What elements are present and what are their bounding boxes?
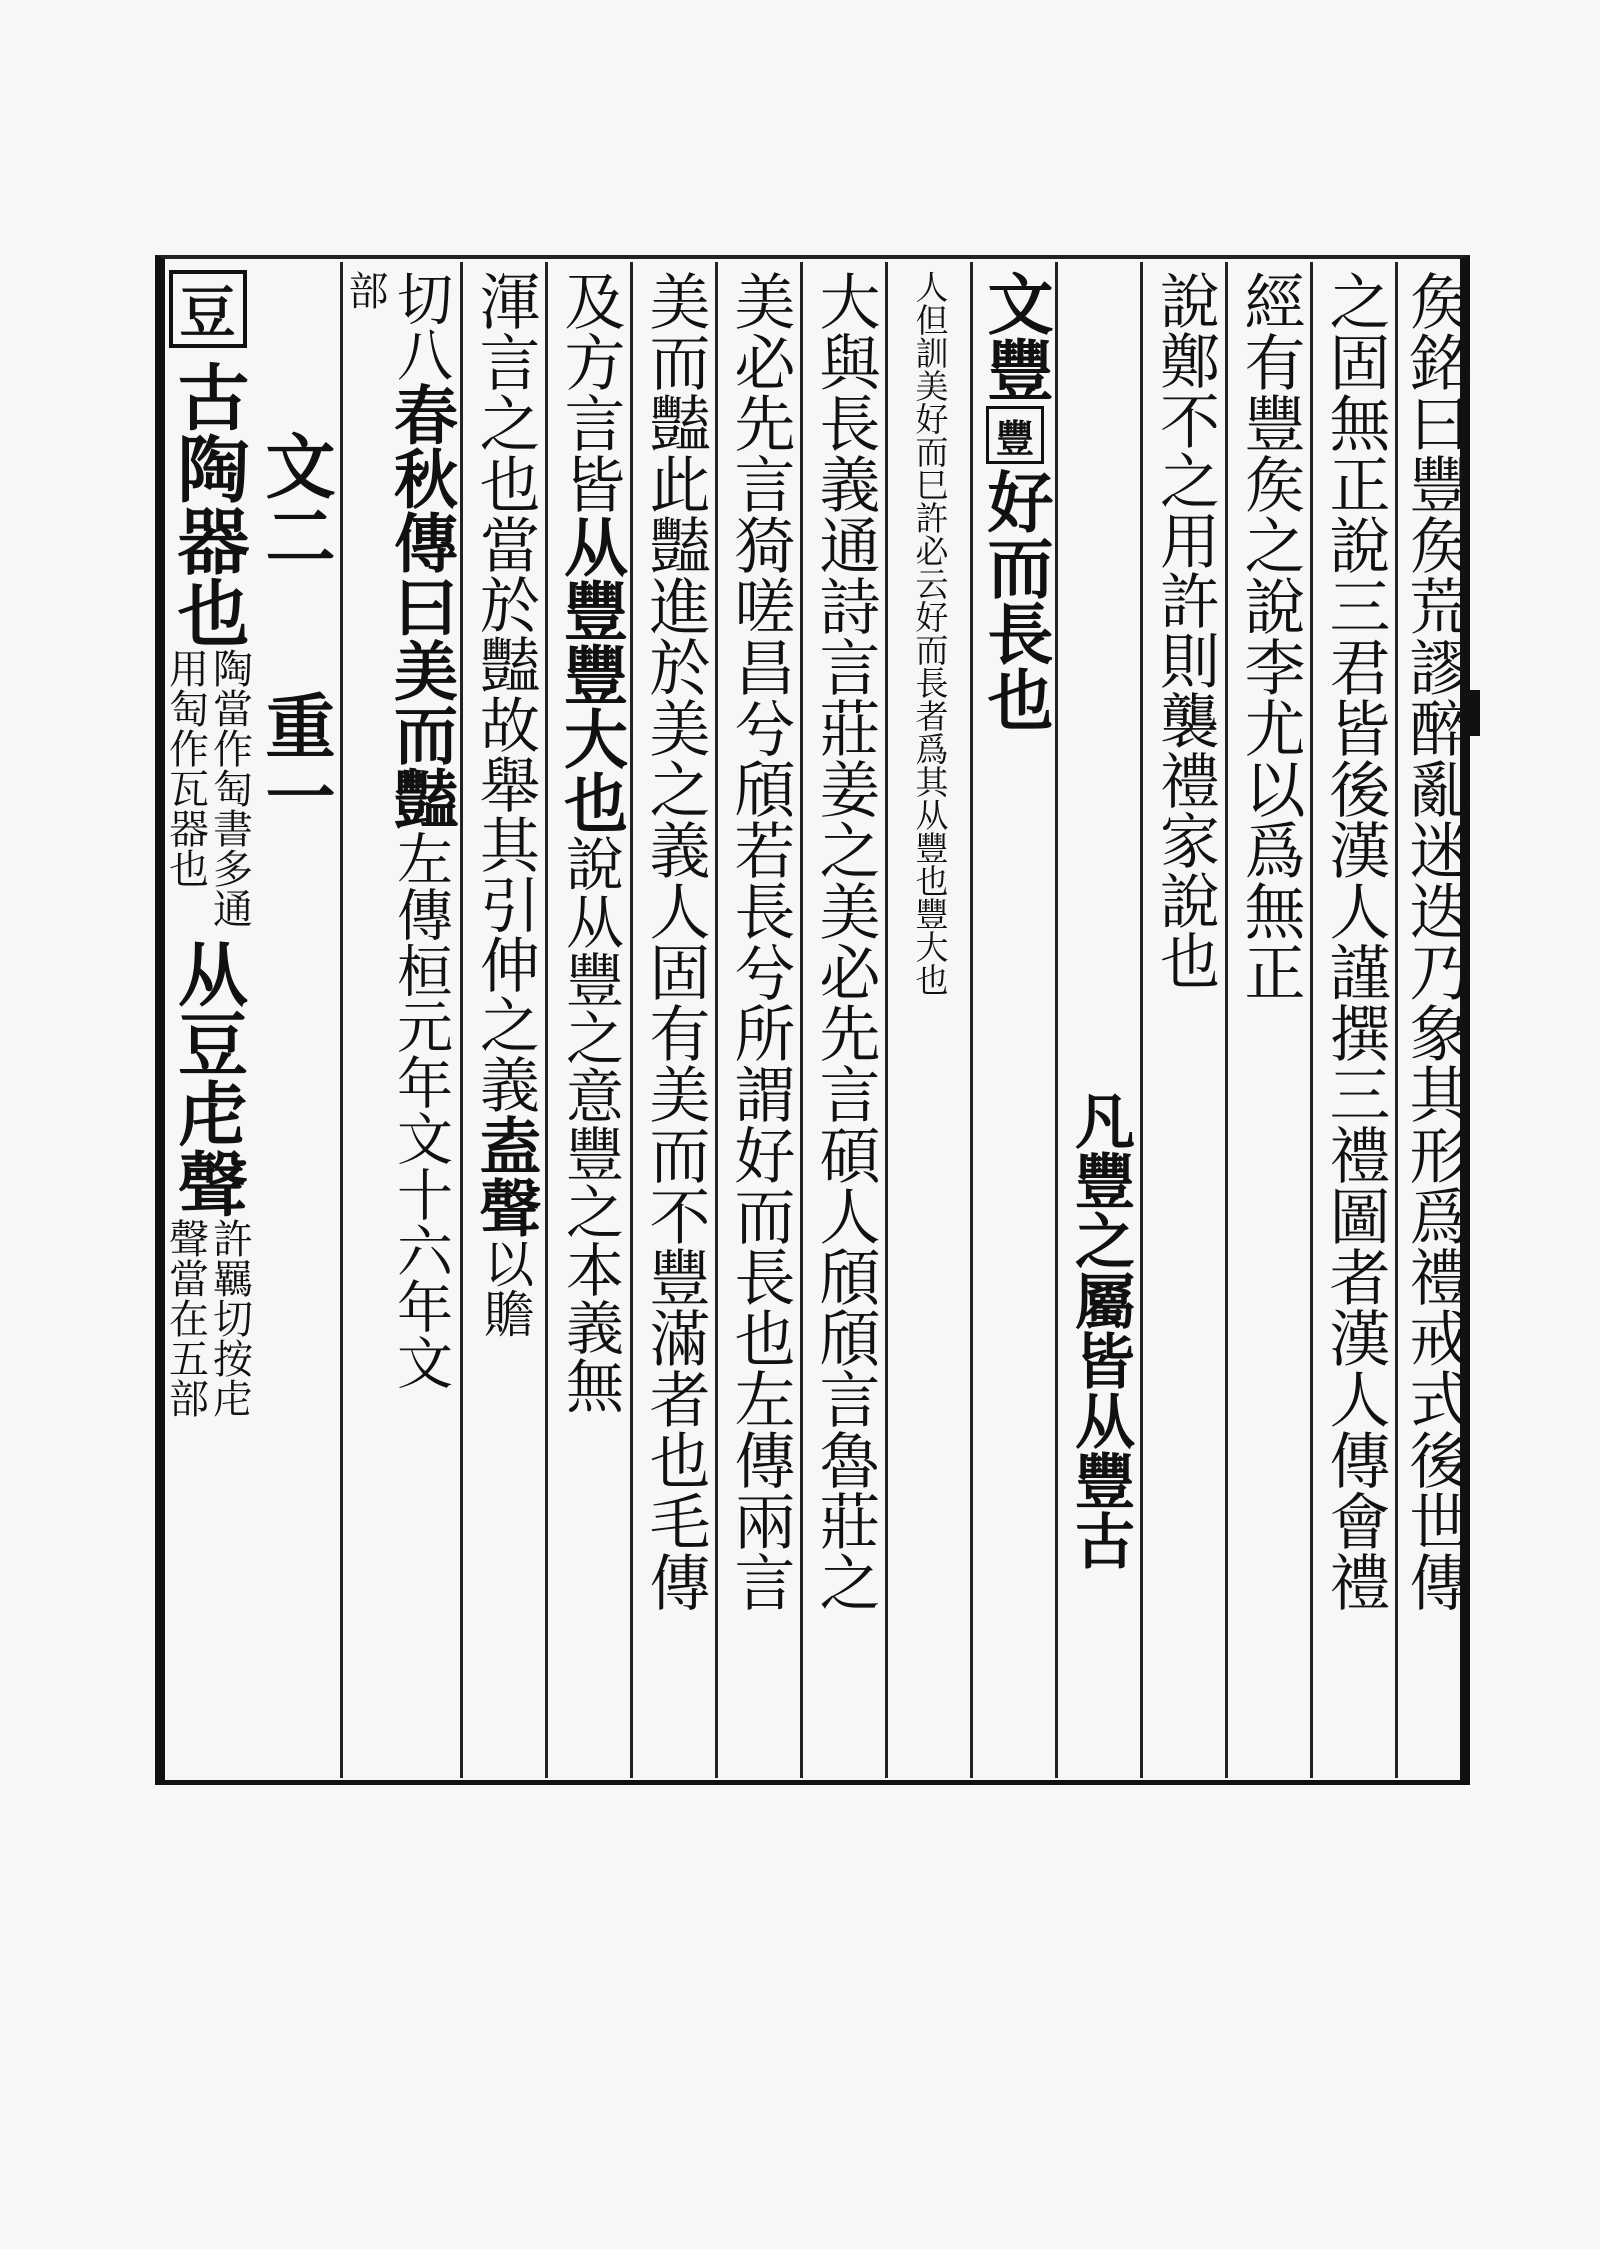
column-rule xyxy=(715,262,718,1778)
column-rule xyxy=(1225,262,1228,1778)
char-count-text: 文二 xyxy=(254,430,337,570)
commentary-text: 用匋作瓦器也 xyxy=(162,648,209,888)
text-column-5 xyxy=(1060,270,1140,1770)
text-column-12 xyxy=(465,270,545,1770)
text-column-8 xyxy=(805,270,885,1770)
commentary-text: 美而豔此豔進於美之義人固有美而不豐滿者也毛傳 xyxy=(639,270,711,1612)
commentary-text: 美必先言猗嗟昌兮頎若長兮所謂好而長也左傳兩言 xyxy=(724,270,796,1612)
column-rule xyxy=(630,262,633,1778)
commentary-text: 之固無正說三君皆後漢人謹撰三禮圖者漢人傳會禮 xyxy=(1319,270,1391,1612)
main-text: 盍聲 xyxy=(469,1114,542,1238)
column-rule xyxy=(800,262,803,1778)
commentary-text: 當於豔故舉其引伸之義 xyxy=(470,514,540,1114)
count-column xyxy=(250,430,340,1930)
column-rule xyxy=(1310,262,1313,1778)
column-rule xyxy=(1055,262,1058,1778)
text-column-3 xyxy=(1230,270,1310,1770)
commentary-text: 經有豐矦之說李尤以爲無正 xyxy=(1234,270,1306,1002)
text-column-7 xyxy=(890,270,970,1770)
commentary-text: 渾言之也 xyxy=(469,270,541,514)
text-column-4 xyxy=(1145,270,1225,1770)
commentary-text: 聲當在五部 xyxy=(162,1218,209,1418)
column-rule xyxy=(885,262,888,1778)
commentary-text: 以贍 xyxy=(476,1238,534,1338)
text-column-14 xyxy=(342,270,388,1770)
column-rule xyxy=(545,262,548,1778)
commentary-text: 陶當作匋書多通 xyxy=(206,648,253,928)
commentary-text: 大與長義通詩言莊姜之美必先言碩人頎頎言魯莊之 xyxy=(809,270,881,1612)
text-column-6 xyxy=(975,270,1055,1770)
main-text: 从豆虍聲 xyxy=(166,938,250,1218)
column-rule xyxy=(1395,262,1398,1778)
text-column-1 xyxy=(1400,270,1470,1770)
commentary-text: 矦銘曰豐矦荒謬醉亂迷迭乃象其形爲禮戒式後世傳 xyxy=(1399,270,1471,1612)
variant-count-text: 重一 xyxy=(254,690,337,830)
main-text: 从豐豐大也 xyxy=(553,514,628,834)
main-text: 古 xyxy=(1065,1510,1135,1570)
main-text: 古陶器也 xyxy=(165,360,251,648)
commentary-pair xyxy=(162,1218,253,1418)
commentary-text: 及方言皆 xyxy=(554,270,626,514)
column-rule xyxy=(340,262,343,1778)
main-text: 好而長也 xyxy=(976,468,1054,732)
commentary-pair xyxy=(162,648,253,928)
commentary-text: 左傳桓元年文十六年文 xyxy=(388,830,453,1390)
column-rule xyxy=(1140,262,1143,1778)
text-column-9 xyxy=(720,270,800,1770)
headword-text: 文豐 xyxy=(976,270,1054,402)
commentary-text: 說从豐之意豐之本義無 xyxy=(556,834,624,1414)
main-text: 凡豐之屬皆从豐 xyxy=(1065,1090,1135,1510)
text-column-13 xyxy=(380,270,460,1770)
column-rule xyxy=(970,262,973,1778)
commentary-text: 說鄭不之用許則襲禮家說也 xyxy=(1150,270,1220,990)
text-column-last xyxy=(162,270,253,1770)
commentary-text: 部 xyxy=(342,270,388,310)
commentary-text: 許羈切按虍 xyxy=(206,1218,253,1418)
commentary-text: 切八 xyxy=(388,270,453,382)
seal-script-glyph: 豆 xyxy=(169,270,247,348)
main-text: 春秋傳曰美而豔 xyxy=(383,382,458,830)
seal-script-glyph: 豐 xyxy=(986,406,1044,464)
text-column-10 xyxy=(635,270,715,1770)
column-rule xyxy=(460,262,463,1778)
text-column-11 xyxy=(550,270,630,1770)
text-column-2 xyxy=(1315,270,1395,1770)
commentary-text: 人但訓美好而巳許必云好而長者爲其从豐也豐大也 xyxy=(910,270,950,996)
